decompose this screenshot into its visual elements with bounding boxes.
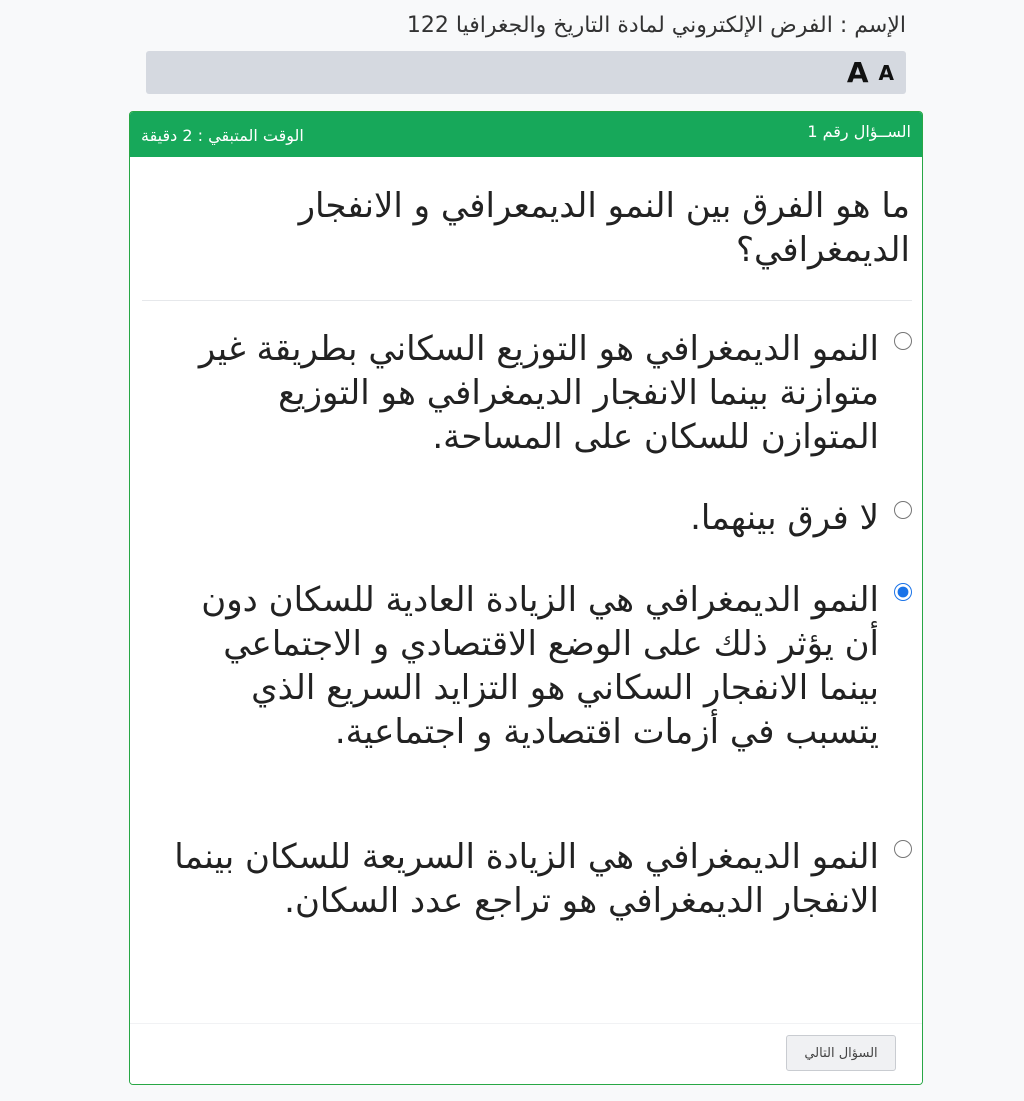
question-text: ما هو الفرق بين النمو الديمعرافي و الانفجار الديمغرافي؟ <box>298 186 910 270</box>
question-footer <box>130 1023 922 1084</box>
question-number: الســؤال رقم 1 <box>807 122 911 141</box>
answer-option[interactable] <box>152 496 912 540</box>
increase-font-button[interactable]: A <box>846 55 869 89</box>
answer-option-label: النمو الديمغرافي هي الزيادة السريعة للسكان بينما الانفجار الديمغرافي هو تراجع عدد السكان. <box>174 837 879 921</box>
question-card <box>129 111 923 1085</box>
answer-option-label: لا فرق بينهما. <box>690 498 879 538</box>
answer-option[interactable] <box>152 327 912 459</box>
answer-option[interactable] <box>152 835 912 923</box>
decrease-font-button[interactable]: A <box>878 60 894 85</box>
answer-radio[interactable] <box>894 583 912 601</box>
exam-title: الإسم : الفرض الإلكتروني لمادة التاريخ والجغرافيا 122 <box>406 13 906 38</box>
divider <box>142 300 912 301</box>
answer-option-label: النمو الديمغرافي هي الزيادة العادية للسكان دون أن يؤثر ذلك على الوضع الاقتصادي و الاجتماعي بينما الانفجار السكاني هو التزايد السريع الذي يتسبب في أزمات اقتصادية و اجتماعية. <box>201 580 879 752</box>
answer-option[interactable] <box>152 578 912 754</box>
answer-radio[interactable] <box>894 332 912 350</box>
question-header <box>130 112 922 157</box>
answer-radio[interactable] <box>894 840 912 858</box>
next-question-button[interactable]: السؤال التالي <box>786 1035 896 1071</box>
remaining-time: الوقت المتبقي : 2 دقيقة <box>141 126 304 145</box>
answer-option-label: النمو الديمغرافي هو التوزيع السكاني بطريقة غير متوازنة بينما الانفجار الديمغرافي هو التوزيع المتوازن للسكان على المساحة. <box>198 329 879 457</box>
answer-radio[interactable] <box>894 501 912 519</box>
font-size-toolbar <box>146 51 906 94</box>
